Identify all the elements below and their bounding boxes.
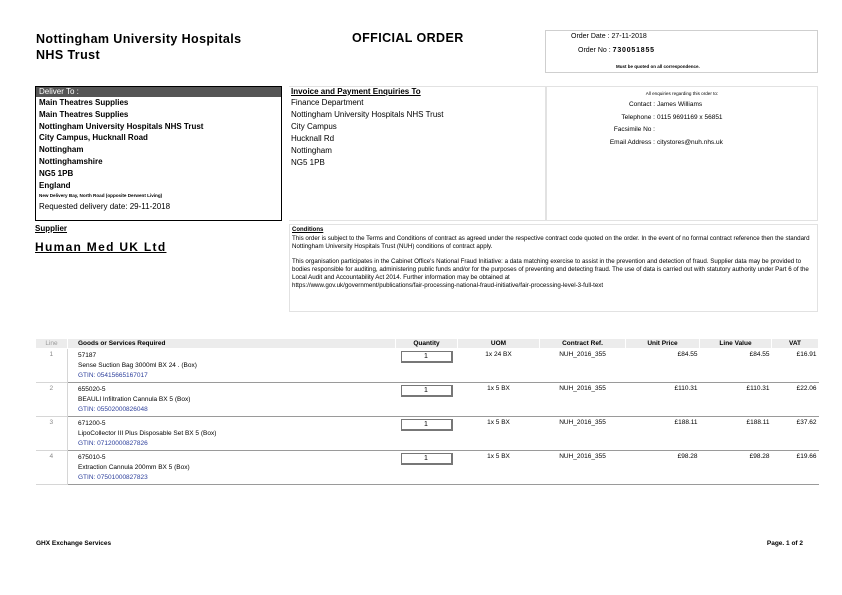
line-number: 2 xyxy=(36,383,68,417)
vat-cell: £16.91 xyxy=(772,349,819,383)
product-code: 57187 xyxy=(78,352,97,359)
contact-label: Contact : xyxy=(628,101,655,108)
header-goods: Goods or Services Required xyxy=(68,339,396,349)
unit-price-cell: £98.28 xyxy=(626,451,700,485)
header-line: Line xyxy=(36,339,68,349)
line-value-cell: £110.31 xyxy=(700,383,772,417)
deliver-to-heading: Deliver To : xyxy=(36,87,281,97)
product-gtin: GTIN: 05502000826048 xyxy=(78,406,148,413)
vat-cell: £37.62 xyxy=(772,417,819,451)
invoice-line: Nottingham University Hospitals NHS Trust xyxy=(291,110,444,119)
order-lines-table xyxy=(35,338,819,485)
quantity-field[interactable]: 1 xyxy=(401,419,453,431)
contract-ref-cell: NUH_2016_355 xyxy=(540,417,626,451)
header-uom: UOM xyxy=(458,339,540,349)
table-row xyxy=(36,417,819,451)
line-value-cell: £188.11 xyxy=(700,417,772,451)
vat-cell: £22.06 xyxy=(772,383,819,417)
goods-cell xyxy=(68,349,396,383)
invoice-heading: Invoice and Payment Enquiries To xyxy=(291,87,421,96)
header-quantity: Quantity xyxy=(396,339,458,349)
contact-heading: All enquiries regarding this order to: xyxy=(645,91,719,96)
quantity-cell xyxy=(396,451,458,485)
table-header-row xyxy=(36,339,819,349)
order-date-value: 27-11-2018 xyxy=(611,33,647,40)
contact-box xyxy=(546,86,818,221)
product-gtin: GTIN: 05415665167017 xyxy=(78,372,148,379)
product-code: 671200-5 xyxy=(78,420,106,427)
deliver-to-line: Nottinghamshire xyxy=(39,156,103,166)
line-number: 4 xyxy=(36,451,68,485)
quantity-cell xyxy=(396,383,458,417)
contract-ref-cell: NUH_2016_355 xyxy=(540,383,626,417)
email-label: Email Address : xyxy=(609,139,655,146)
product-description: BEAULI Infiltration Cannula BX 5 (Box) xyxy=(78,396,191,403)
delivery-bay-note: New Delivery Bay, North Road (opposite Derwent Living) xyxy=(39,193,163,199)
deliver-to-line: NG5 1PB xyxy=(39,168,74,178)
deliver-to-line: Main Theatres Supplies xyxy=(39,109,129,119)
order-number-label: Order No : xyxy=(578,47,611,54)
order-info-box xyxy=(545,30,818,73)
conditions-heading: Conditions xyxy=(292,227,324,233)
product-gtin: GTIN: 07120000827826 xyxy=(78,440,148,447)
unit-price-cell: £84.55 xyxy=(626,349,700,383)
telephone-label: Telephone : xyxy=(621,114,655,121)
line-value-cell: £84.55 xyxy=(700,349,772,383)
contact-value: James Williams xyxy=(657,101,703,108)
order-date-label: Order Date : xyxy=(571,33,610,40)
uom-cell: 1x 5 BX xyxy=(458,383,540,417)
invoice-line: Nottingham xyxy=(291,146,332,155)
invoice-line: City Campus xyxy=(291,122,337,131)
quantity-field[interactable]: 1 xyxy=(401,385,453,397)
header-unit-price: Unit Price xyxy=(626,339,700,349)
contract-ref-cell: NUH_2016_355 xyxy=(540,349,626,383)
supplier-name: Human Med UK Ltd xyxy=(35,240,167,254)
product-description: Sense Suction Bag 3000ml BX 24 . (Box) xyxy=(78,362,197,369)
deliver-to-line: Nottingham xyxy=(39,145,84,155)
line-number: 1 xyxy=(36,349,68,383)
trust-name-line-1: Nottingham University Hospitals xyxy=(36,32,242,46)
line-number: 3 xyxy=(36,417,68,451)
conditions-paragraph: This order is subject to the Terms and Conditions of contract as agreed under the respective contract code quoted on the order. In the event of no formal contract reference then the standard Nottingham University Hospitals Trust (NUH) conditions of contract apply. xyxy=(292,235,810,250)
telephone-value: 0115 9691169 x 56851 xyxy=(657,114,723,121)
fax-label: Facsimile No : xyxy=(613,126,655,133)
quantity-cell xyxy=(396,417,458,451)
quantity-field[interactable]: 1 xyxy=(401,351,453,363)
table-row xyxy=(36,383,819,417)
deliver-to-line: Nottingham University Hospitals NHS Trust xyxy=(39,121,204,131)
header-vat: VAT xyxy=(772,339,819,349)
conditions-box xyxy=(289,224,818,312)
goods-cell xyxy=(68,383,396,417)
goods-cell xyxy=(68,417,396,451)
supplier-heading: Supplier xyxy=(35,224,68,233)
header-line-value: Line Value xyxy=(700,339,772,349)
table-row xyxy=(36,349,819,383)
deliver-to-box xyxy=(35,86,282,221)
contract-ref-cell: NUH_2016_355 xyxy=(540,451,626,485)
deliver-to-address xyxy=(36,97,281,212)
product-code: 655020-5 xyxy=(78,386,106,393)
goods-cell xyxy=(68,451,396,485)
order-number xyxy=(578,47,655,54)
product-gtin: GTIN: 07501000827823 xyxy=(78,474,148,481)
vat-cell: £19.66 xyxy=(772,451,819,485)
deliver-to-line: City Campus, Hucknall Road xyxy=(39,133,148,143)
document-title: OFFICIAL ORDER xyxy=(352,31,464,45)
unit-price-cell: £188.11 xyxy=(626,417,700,451)
product-code: 675010-5 xyxy=(78,454,106,461)
table-row xyxy=(36,451,819,485)
fraud-initiative-paragraph: This organisation participates in the Cabinet Office's National Fraud Initiative: a data matching exercise to assist in the prevention and detection of fraud. Supplier data may be provided to bodies responsible for auditing, administering public funds and/or for the purposes of preventing and detecting fraud. The use of data is carried out with statutory authority under Part 6 of the Local Audit and Accountability Act 2014. Further information may be obtained at xyxy=(292,258,809,281)
invoice-line: Hucknall Rd xyxy=(291,134,335,143)
invoice-line: Finance Department xyxy=(291,98,364,107)
uom-cell: 1x 5 BX xyxy=(458,417,540,451)
invoice-box xyxy=(289,86,546,221)
product-description: LipoCollector III Plus Disposable Set BX 5 (Box) xyxy=(78,430,217,437)
unit-price-cell: £110.31 xyxy=(626,383,700,417)
line-value-cell: £98.28 xyxy=(700,451,772,485)
quantity-field[interactable]: 1 xyxy=(401,453,453,465)
order-number-note: Must be quoted on all correspondence. xyxy=(616,64,700,69)
requested-delivery-date: Requested delivery date: 29-11-2018 xyxy=(39,202,171,212)
product-description: Extraction Cannula 200mm BX 5 (Box) xyxy=(78,464,190,471)
footer-provider: GHX Exchange Services xyxy=(36,540,112,547)
deliver-to-line: England xyxy=(39,180,71,190)
page-number: Page. 1 of 2 xyxy=(766,540,803,547)
header-contract-ref: Contract Ref. xyxy=(540,339,626,349)
order-number-value: 730051855 xyxy=(612,47,655,54)
email-value: citystores@nuh.nhs.uk xyxy=(657,139,723,146)
deliver-to-line: Main Theatres Supplies xyxy=(39,98,129,107)
trust-name-line-2: NHS Trust xyxy=(36,48,101,62)
quantity-cell xyxy=(396,349,458,383)
fraud-initiative-link[interactable]: https://www.gov.uk/government/publications/fair-processing-national-fraud-initiative/fair-processing-level-3-full-text xyxy=(292,282,604,289)
invoice-line: NG5 1PB xyxy=(291,158,325,167)
order-date xyxy=(571,33,647,40)
trust-name xyxy=(36,31,242,63)
uom-cell: 1x 5 BX xyxy=(458,451,540,485)
uom-cell: 1x 24 BX xyxy=(458,349,540,383)
